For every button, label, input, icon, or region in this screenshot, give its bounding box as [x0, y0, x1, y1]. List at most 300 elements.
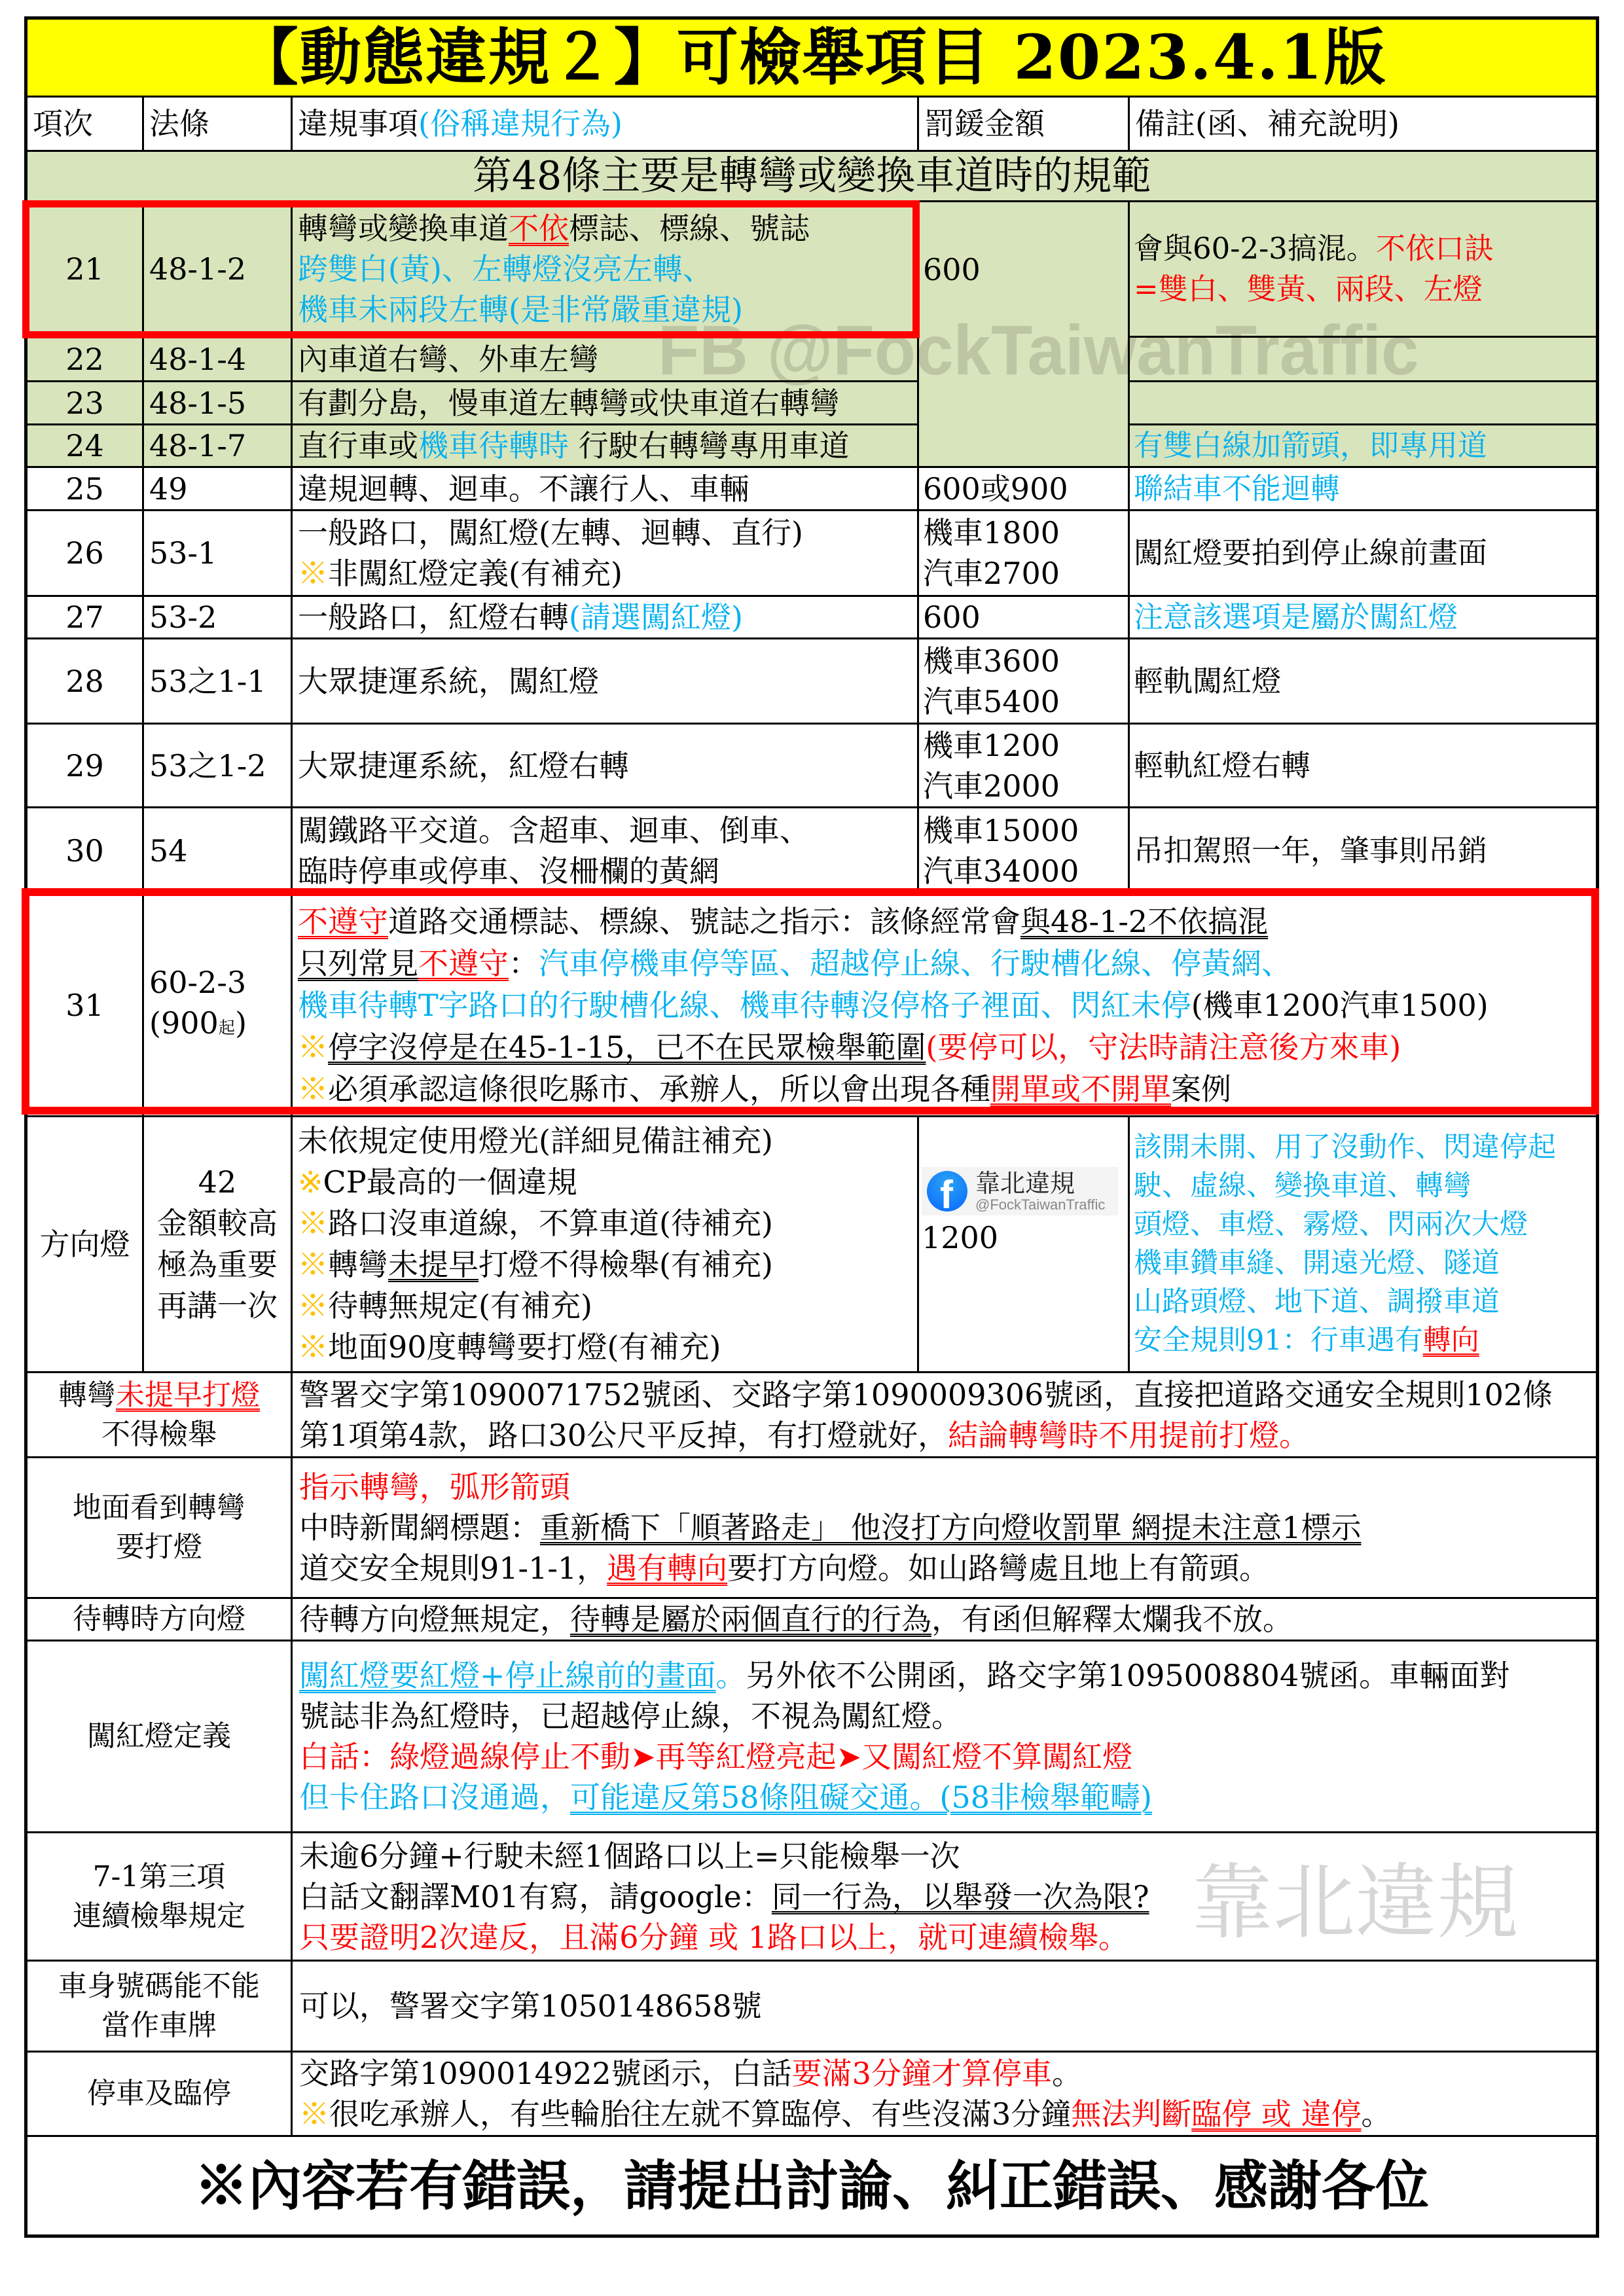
text-segment: 。 [1361, 2096, 1392, 2132]
text-segment: 注意該選項是屬於闖紅燈 [1134, 600, 1458, 634]
violation-cell [292, 639, 918, 724]
text-line [149, 745, 285, 786]
note-content [292, 1833, 1598, 1961]
text-line [298, 1203, 912, 1244]
text-line [299, 1548, 1591, 1588]
text-line [298, 597, 912, 637]
text-line [149, 1285, 285, 1327]
text-line [1134, 831, 1591, 871]
text-line [923, 641, 1123, 681]
note-row [26, 1833, 1598, 1961]
item-number-cell: 23 [26, 382, 143, 425]
item-number-cell: 29 [26, 724, 143, 808]
text-line [923, 810, 1123, 851]
violation-cell [292, 425, 918, 467]
text-segment: 要打燈 [116, 1530, 202, 1564]
text-segment: 待轉方向燈無規定， [299, 1602, 570, 1637]
text-line [33, 1528, 285, 1567]
col-header-violation-label: 違規事項 [298, 106, 418, 141]
item-number-cell: 21 [26, 202, 143, 337]
text-line [149, 962, 285, 1003]
text-segment: 但卡住路口沒通過， [299, 1780, 570, 1815]
text-segment: 機車鑽車縫、開遠光燈、隧道 [1134, 1247, 1500, 1280]
reference-mark-icon: ※ [298, 1071, 328, 1107]
note-content [292, 1961, 1598, 2052]
text-segment: 有雙白線加箭頭，即專用道 [1134, 428, 1488, 463]
footer-notice: ※內容若有錯誤，請提出討論、糾正錯誤、感謝各位 [26, 2136, 1598, 2236]
text-segment: 內車道右彎、外車左彎 [298, 341, 599, 377]
facebook-page-badge [922, 1167, 1118, 1215]
text-line [298, 425, 912, 466]
law-cell [143, 382, 292, 425]
note-row [26, 1961, 1598, 2052]
note-label [26, 1372, 292, 1458]
text-line [149, 661, 285, 702]
law-cell [143, 596, 292, 639]
note-row [26, 1641, 1598, 1833]
text-segment: 號誌非為紅燈時，已超越停止線，不視為闖紅燈。 [299, 1698, 962, 1734]
text-segment: 頭燈、車燈、霧燈、閃兩次大燈 [1134, 1208, 1528, 1241]
col-header-fine: 罰鍰金額 [918, 97, 1129, 151]
text-line [149, 1203, 285, 1244]
text-line [299, 1415, 1591, 1456]
text-segment: 要滿3分鐘才算停車 [791, 2056, 1052, 2091]
text-line [923, 512, 1123, 553]
reference-mark-icon: ※ [298, 556, 328, 591]
reference-mark-icon: ※ [298, 1029, 328, 1065]
table-row [26, 425, 1598, 467]
section-row [26, 151, 1598, 202]
text-line [298, 1244, 912, 1285]
text-line [923, 766, 1123, 806]
text-segment: 不得檢舉 [101, 1417, 217, 1451]
text-segment: 汽車5400 [923, 683, 1060, 719]
text-segment: ) [235, 1005, 247, 1041]
text-segment: 機車待轉時 [418, 428, 569, 463]
text-segment: 駛、虛線、變換車道、轉彎 [1134, 1170, 1471, 1202]
text-segment: 中時新聞網標題： [299, 1510, 540, 1545]
text-segment: 金額較高 [157, 1206, 278, 1241]
text-line [1134, 228, 1591, 269]
facebook-f-glyph: f [940, 1173, 953, 1211]
text-line [299, 1736, 1591, 1777]
table-row [26, 808, 1598, 894]
text-line [299, 1374, 1591, 1415]
text-segment: 不依口訣 [1375, 231, 1494, 266]
text-line [298, 289, 912, 330]
text-line [33, 1376, 285, 1415]
text-segment: (要停可以，守法時請注意後方來車) [926, 1029, 1401, 1065]
table-row-direction-light [26, 1117, 1598, 1372]
text-line [299, 1599, 1591, 1640]
text-segment: 48-1-2 [149, 251, 247, 287]
watermark-page-name: 靠北違規 [1191, 1856, 1519, 1950]
text-segment: 輕軌闖紅燈 [1134, 663, 1282, 698]
law-cell [143, 639, 292, 724]
item-number-cell: 30 [26, 808, 143, 894]
text-line [298, 1285, 912, 1327]
text-segment: 極為重要 [157, 1247, 278, 1282]
text-segment: 交路字第1090014922號函示，白話 [299, 2056, 792, 2091]
text-segment: 違規迴轉、迴車。不讓行人、車輛 [298, 471, 749, 507]
text-line [33, 1488, 285, 1528]
text-segment: 待轉時方向燈 [73, 1602, 245, 1636]
table-row [26, 382, 1598, 425]
text-line [1134, 1244, 1591, 1283]
text-segment: 停字沒停是在45-1-15，已不在民眾檢舉範圍 [328, 1029, 926, 1065]
text-segment: 未提早 [388, 1247, 478, 1282]
fine-cell [918, 639, 1129, 724]
text-segment: 機車1200 [923, 727, 1060, 763]
text-line [298, 1026, 1591, 1068]
text-line [923, 553, 1123, 594]
table-row [26, 639, 1598, 724]
text-segment: 48-1-4 [149, 341, 247, 377]
text-segment: 指示轉彎，弧形箭頭 [299, 1469, 570, 1505]
text-line [149, 469, 285, 509]
text-line [33, 2074, 285, 2113]
law-cell [143, 202, 292, 337]
fine-cell [918, 1117, 1129, 1372]
reference-mark-icon: ※ [298, 1164, 323, 1200]
table-row [26, 596, 1598, 639]
note-row [26, 1598, 1598, 1641]
direction-light-label: 方向燈 [26, 1117, 143, 1372]
fine-cell [918, 808, 1129, 894]
text-line [299, 1777, 1591, 1818]
table-row [26, 467, 1598, 511]
text-segment: 汽車34000 [923, 853, 1079, 889]
text-segment: 機車1800 [923, 515, 1060, 550]
text-segment: CP最高的一個違規 [323, 1164, 577, 1200]
text-line [298, 512, 912, 553]
text-segment: 與48-1-2不依搞混 [1020, 903, 1269, 939]
text-segment: 600 [923, 600, 981, 635]
text-segment: 開單或不開單 [990, 1071, 1171, 1107]
text-line [298, 851, 912, 891]
text-segment: ，有函但解釋太爛我不放。 [931, 1602, 1293, 1637]
note-label [26, 1458, 292, 1598]
text-line [299, 1655, 1591, 1696]
note-row [26, 1458, 1598, 1598]
reference-mark-icon: ※ [299, 2096, 329, 2132]
text-line [298, 1068, 1591, 1110]
text-segment: 要打方向燈。如山路彎處且地上有箭頭。 [727, 1551, 1270, 1586]
text-line [33, 1600, 285, 1639]
text-segment: 非闖紅燈定義(有補充) [328, 556, 623, 591]
text-line [299, 1467, 1591, 1507]
violation-items-table [24, 16, 1599, 2238]
item-number-cell: 27 [26, 596, 143, 639]
note-content [292, 1641, 1598, 1833]
text-line [149, 339, 285, 380]
violation-cell [292, 382, 918, 425]
fine-cell [918, 467, 1129, 511]
text-segment: 不遵守 [298, 903, 388, 939]
text-line [149, 1003, 285, 1049]
text-segment: 行駛右轉彎專用車道 [569, 428, 850, 463]
text-segment: 很吃承辦人，有些輪胎往左就不算臨停、有些沒滿3分鐘 [329, 2096, 1072, 2132]
text-line [149, 597, 285, 637]
text-segment: 轉彎 [328, 1247, 388, 1282]
col-header-item: 項次 [26, 97, 143, 151]
col-header-violation-note: (俗稱違規行為) [418, 106, 623, 141]
facebook-page-handle: @FockTaiwanTraffic [975, 1196, 1106, 1213]
text-segment: 標誌、標線、號誌 [569, 211, 810, 246]
text-segment: 道交安全規則91-1-1， [299, 1551, 607, 1586]
text-line [299, 1876, 1591, 1917]
text-segment: 臨停 或 違停 [1191, 2096, 1362, 2132]
text-segment: 直行車或 [298, 428, 418, 463]
text-line [149, 425, 285, 466]
text-segment: 重新橋下「順著路走」 他沒打方向燈收罰單 網提未注意1標示 [540, 1510, 1362, 1545]
text-segment: 無法判斷 [1071, 2096, 1192, 2132]
item-number-cell: 31 [26, 894, 143, 1117]
text-line [298, 469, 912, 509]
text-segment: 輕軌紅燈右轉 [1134, 747, 1311, 783]
text-line [1134, 269, 1591, 310]
text-line [149, 1162, 285, 1203]
text-segment: 待轉是屬於兩個直行的行為 [570, 1602, 931, 1637]
text-segment: 闖鐵路平交道。含超車、迴車、倒車、 [298, 812, 810, 848]
text-line [299, 1836, 1591, 1876]
text-segment: =雙白、雙黃、兩段、左燈 [1134, 272, 1483, 306]
text-segment: (機車1200汽車1500) [1191, 987, 1489, 1023]
text-line [298, 942, 1591, 984]
law-cell [143, 337, 292, 382]
text-segment: 轉彎 [58, 1378, 116, 1412]
facebook-icon [927, 1171, 967, 1211]
note-label [26, 1641, 292, 1833]
text-segment: 只列常見 [298, 945, 418, 981]
text-line [298, 339, 912, 380]
text-segment: 會與60-2-3搞混。 [1134, 231, 1376, 266]
text-line [149, 249, 285, 289]
text-line [923, 469, 1123, 509]
text-segment: 轉彎或變換車道 [298, 211, 509, 246]
header-row [26, 97, 1598, 151]
note-content [292, 2052, 1598, 2136]
reference-mark-icon: ※ [298, 1206, 328, 1241]
law-cell [143, 808, 292, 894]
col-header-remark: 備註(函、補充說明) [1129, 97, 1598, 151]
text-line [299, 1986, 1591, 2026]
text-line [33, 2006, 285, 2045]
text-line [299, 2053, 1591, 2094]
text-line [149, 831, 285, 871]
text-segment: 大眾捷運系統，闖紅燈 [298, 663, 599, 699]
text-line [33, 1857, 285, 1897]
text-segment: 臨時停車或停車、沒柵欄的黃網 [298, 853, 719, 889]
law-cell [143, 511, 292, 596]
text-segment: 再講一次 [157, 1288, 278, 1323]
law-cell [143, 467, 292, 511]
title-row [26, 18, 1598, 97]
text-line [1134, 1321, 1591, 1360]
text-segment: 48-1-5 [149, 385, 247, 421]
law-cell [143, 894, 292, 1117]
text-segment: 遇有轉向 [607, 1551, 728, 1586]
text-segment: 可以，警署交字第1050148658號 [299, 1988, 762, 2024]
text-segment: 53-1 [149, 535, 217, 571]
footer-row [26, 2136, 1598, 2236]
text-line [149, 1244, 285, 1285]
text-segment: 地面看到轉彎 [73, 1491, 245, 1524]
text-segment: 跨雙白(黃)、左轉燈沒亮左轉、 [298, 251, 713, 287]
text-segment: 機車未兩段左轉(是非常嚴重違規) [298, 292, 743, 327]
note-label [26, 1833, 292, 1961]
table-row [26, 202, 1598, 337]
text-line [298, 1327, 912, 1368]
facebook-page-text [975, 1170, 1105, 1213]
note-label [26, 1598, 292, 1641]
text-segment: 安全規則91：行車遇有 [1134, 1324, 1423, 1357]
text-segment: 機車3600 [923, 643, 1060, 679]
col-header-violation [292, 97, 918, 151]
text-segment: 道路交通標誌、標線、號誌之指示：該條經常會 [388, 903, 1020, 939]
violation-cell [292, 337, 918, 382]
violation-cell [292, 511, 918, 596]
text-segment: 警署交字第1090071752號函、交路字第1090009306號函，直接把道路交通安全規則102條 [299, 1376, 1553, 1412]
text-segment: 起 [218, 1018, 236, 1037]
fine-cell [918, 202, 1129, 467]
violation-cell [292, 724, 918, 808]
text-segment: 53-2 [149, 600, 217, 635]
text-segment: 山路頭燈、地下道、調撥車道 [1134, 1285, 1500, 1318]
text-line [923, 851, 1123, 891]
text-line [33, 1717, 285, 1756]
text-line [923, 681, 1123, 722]
text-segment: (900 [149, 1005, 219, 1041]
text-segment: 機車待轉T字路口的行駛槽化線、機車待轉沒停格子裡面、閃紅未停 [298, 987, 1191, 1023]
text-segment: 打燈不得檢舉(有補充) [478, 1247, 773, 1282]
note-content [292, 1372, 1598, 1458]
section-title: 第48條主要是轉彎或變換車道時的規範 [26, 151, 1598, 202]
violation-cell [292, 808, 918, 894]
text-line [299, 1696, 1591, 1736]
text-segment: 有劃分島，慢車道左轉彎或快車道右轉彎 [298, 385, 840, 421]
text-line [1134, 1206, 1591, 1244]
text-segment: 汽車2700 [923, 556, 1060, 591]
text-segment: 大眾捷運系統，紅燈右轉 [298, 747, 629, 783]
item-number-cell: 28 [26, 639, 143, 724]
remark-cell [1129, 337, 1598, 382]
text-line [298, 745, 912, 786]
remark-cell [1129, 639, 1598, 724]
text-line [1134, 745, 1591, 786]
note-label [26, 2052, 292, 2136]
text-segment: 待轉無規定(有補充) [328, 1288, 592, 1323]
text-line [298, 984, 1591, 1026]
remark-cell [1129, 1117, 1598, 1372]
text-line [1134, 597, 1591, 637]
text-segment: 結論轉彎時不用提前打燈。 [948, 1417, 1310, 1453]
text-line [1134, 533, 1591, 573]
text-segment: 當作車牌 [101, 2009, 217, 2042]
item-number-cell: 26 [26, 511, 143, 596]
note-row [26, 1372, 1598, 1458]
text-line [1134, 1128, 1591, 1167]
note-row [26, 2052, 1598, 2136]
text-segment: 汽車2000 [923, 768, 1060, 804]
text-segment: 可能違反第58條阻礙交通。(58非檢舉範疇) [570, 1780, 1152, 1815]
text-segment: 53之1-1 [149, 663, 266, 699]
remark-cell [1129, 467, 1598, 511]
violation-cell [292, 894, 1598, 1117]
text-line [299, 2094, 1591, 2134]
item-number-cell: 22 [26, 337, 143, 382]
text-line [298, 249, 912, 289]
text-line [1134, 1167, 1591, 1206]
text-segment: 闖紅燈要紅燈+停止線前的畫面 [299, 1658, 716, 1693]
law-cell [143, 1117, 292, 1372]
fine-cell [918, 596, 1129, 639]
text-segment: 第1項第4款，路口30公尺平反掉，有打燈就好， [299, 1417, 948, 1453]
text-line [1134, 469, 1591, 509]
text-segment: 不遵守 [418, 945, 509, 981]
text-line [298, 208, 912, 249]
text-segment: 未依規定使用燈光(詳細見備註補充) [298, 1123, 773, 1158]
text-segment: 停車及臨停 [87, 2077, 231, 2110]
text-line [298, 661, 912, 702]
remark-cell [1129, 202, 1598, 337]
violation-cell [292, 596, 918, 639]
violation-cell [292, 467, 918, 511]
text-segment: 連續檢舉規定 [73, 1899, 245, 1933]
text-segment: 一般路口，闖紅燈(左轉、迴轉、直行) [298, 515, 803, 550]
reference-mark-icon: ※ [298, 1329, 328, 1365]
text-line [923, 725, 1123, 766]
text-segment: 聯結車不能迴轉 [1134, 471, 1341, 506]
text-segment: 一般路口，紅燈右轉 [298, 600, 569, 635]
table-row [26, 894, 1598, 1117]
text-line [33, 1897, 285, 1936]
note-label [26, 1961, 292, 2052]
text-segment: 車身號碼能不能 [58, 1969, 260, 2003]
text-segment: 同一行為，以舉發一次為限? [771, 1878, 1149, 1914]
text-line [149, 383, 285, 423]
facebook-page-name: 靠北違規 [975, 1169, 1075, 1198]
text-segment: 吊扣駕照一年，肇事則吊銷 [1134, 833, 1488, 868]
text-line [298, 810, 912, 851]
law-cell [143, 425, 292, 467]
text-segment: 闖紅燈定義 [87, 1719, 231, 1753]
text-segment: 53之1-2 [149, 747, 266, 783]
remark-cell [1129, 724, 1598, 808]
note-content [292, 1458, 1598, 1598]
reference-mark-icon: ※ [298, 1247, 328, 1282]
remark-cell [1129, 596, 1598, 639]
note-content [292, 1598, 1598, 1641]
text-segment: 機車15000 [923, 812, 1079, 848]
text-segment: 地面90度轉彎要打燈(有補充) [328, 1329, 721, 1365]
text-segment: 未逾6分鐘+行駛未經1個路口以上=只能檢舉一次 [299, 1838, 960, 1874]
text-line [299, 1507, 1591, 1548]
text-segment: 42 [198, 1164, 237, 1200]
text-segment: 48-1-7 [149, 428, 247, 463]
text-segment: 案例 [1171, 1071, 1231, 1107]
item-number-cell: 24 [26, 425, 143, 467]
text-segment: 該開未開、用了沒動作、閃違停起 [1134, 1131, 1556, 1164]
text-segment: 只要證明2次違反，且滿6分鐘 或 1路口以上，就可連續檢舉。 [299, 1919, 1129, 1955]
text-segment: 闖紅燈要拍到停止線前畫面 [1134, 535, 1488, 570]
remark-cell [1129, 382, 1598, 425]
text-segment: 。 [1051, 2056, 1082, 2091]
remark-cell [1129, 808, 1598, 894]
text-line [299, 1917, 1591, 1958]
table-row [26, 724, 1598, 808]
text-segment: 7-1第三項 [92, 1859, 226, 1893]
